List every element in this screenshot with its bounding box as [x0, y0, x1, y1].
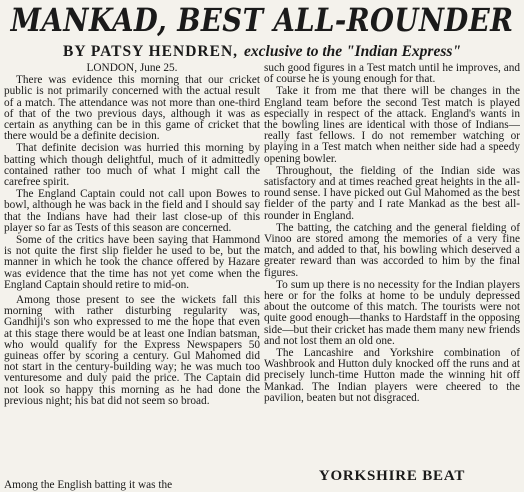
dateline: LONDON, June 25.: [86, 63, 178, 74]
cutoff-line: Among the English batting it was the: [4, 480, 173, 491]
paragraph: That definite decision was hurried this morning by batting which though delightful, much of it admittedly contained rather too much of what I might call the carefree spirit.: [4, 142, 260, 189]
paragraph: The Lancashire and Yorkshire combination of Washbrook and Hutton duly knocked off the runs and at precisely lunch-time Hutton made the winning hit off Mankad. The Indian players were cheered to the pavilion, beaten but not disgraced.: [264, 347, 520, 404]
paragraph: Throughout, the fielding of the Indian side was satisfactory and at times reached great heights in the all-round sense. I have picked out Gul Mahomed as the best fielder of the party and I rate Mankad as the best all-rounder in England.: [264, 164, 520, 222]
right-column: [264, 63, 520, 491]
byline-author: BY PATSY HENDREN,: [62, 43, 239, 60]
subheadline: YORKSHIRE BEAT: [318, 468, 466, 484]
paragraph: Among those present to see the wickets fall this morning with rather disturbing regularity was, Gandhiji's son who expressed to me the hope that even at this stage there would be at least one Indian batsman, who would qualify for the Express Newspapers 50 guineas offer by scoring a century. Gul Mahomed did not start in the century-building way; he was much too venturesome and duly paid the price. The Captain did not look so happy this morning as he had done the previous night; his bat did not seem so broad.: [4, 294, 260, 407]
paragraph: There was evidence this morning that our cricket public is not primarily concerned with the actual result of a match. The attendance was not more than one-third of that of the two previous days, although it was as certain as anything can be in this game of cricket that there would be a definite decision.: [4, 74, 260, 143]
paragraph: such good figures in a Test match until he improves, and of course he is young enough for that.: [264, 63, 520, 86]
paragraph: The England Captain could not call upon Bowes to bowl, although he was back in the field and I should say that the Indians have had their last close-up of this player so far as Tests of this season are concerned.: [4, 188, 260, 234]
paragraph: Some of the critics have been saying that Hammond is not quite the first slip fielder he used to be, but the manner in which he took the chance offered by Hazare was evidence that the time has not yet come when the England Captain should retire to mid-on.: [4, 234, 260, 291]
left-column: [4, 63, 260, 491]
headline: MANKAD, BEST ALL-ROUNDER: [10, 1, 514, 39]
paragraph: To sum up there is no necessity for the Indian players here or for the folks at home to be unduly depressed about the outcome of this match. The tourists were not quite good enough—thanks to Hardstaff in the opposing side—but their cricket has made them many new friends and not lost them an old one.: [264, 278, 520, 347]
byline: [0, 40, 524, 64]
paragraph: The batting, the catching and the general fielding of Vinoo are stored among the memories of a very fine match, and added to that, his bowling which deserved a greater reward than was accorded to him by the final figures.: [264, 221, 520, 279]
byline-exclusive: exclusive to the "Indian Express": [244, 43, 462, 60]
paragraph: Take it from me that there will be changes in the England team before the second Test match is played especially in respect of the attack. England's wants in the bowling lines are identical with those of Indians—really fast fellows. I do not remember watching or playing in a Test match when neither side had a speedy opening bowler.: [264, 85, 520, 165]
